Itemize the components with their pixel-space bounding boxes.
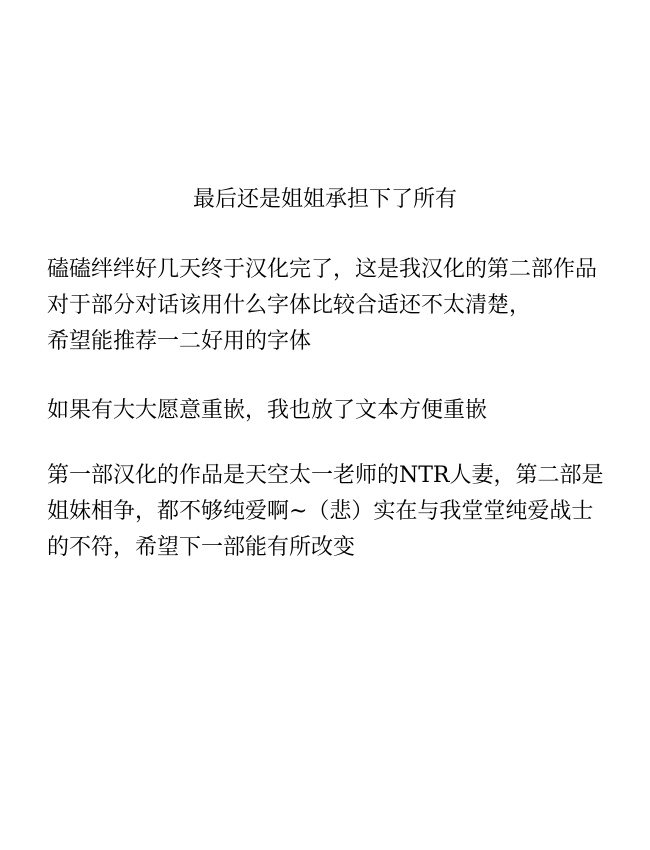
text-line: 第一部汉化的作品是天空太一老师的NTR人妻，第二部是 (47, 463, 604, 488)
text-line: 姐妹相争，都不够纯爱啊~（悲）实在与我堂堂纯爱战士 (47, 499, 594, 524)
paragraph-3 (47, 458, 627, 566)
text-line: 的不符，希望下一部能有所改变 (47, 535, 356, 560)
paragraph-2 (47, 393, 627, 429)
paragraph-1 (47, 252, 627, 360)
text-line: 对于部分对话该用什么字体比较合适还不太清楚， (47, 293, 532, 318)
text-line: 如果有大大愿意重嵌，我也放了文本方便重嵌 (47, 398, 488, 423)
text-line: 希望能推荐一二好用的字体 (47, 329, 312, 354)
document-title: 最后还是姐姐承担下了所有 (192, 187, 457, 212)
text-line: 磕磕绊绊好几天终于汉化完了，这是我汉化的第二部作品 (47, 257, 598, 282)
